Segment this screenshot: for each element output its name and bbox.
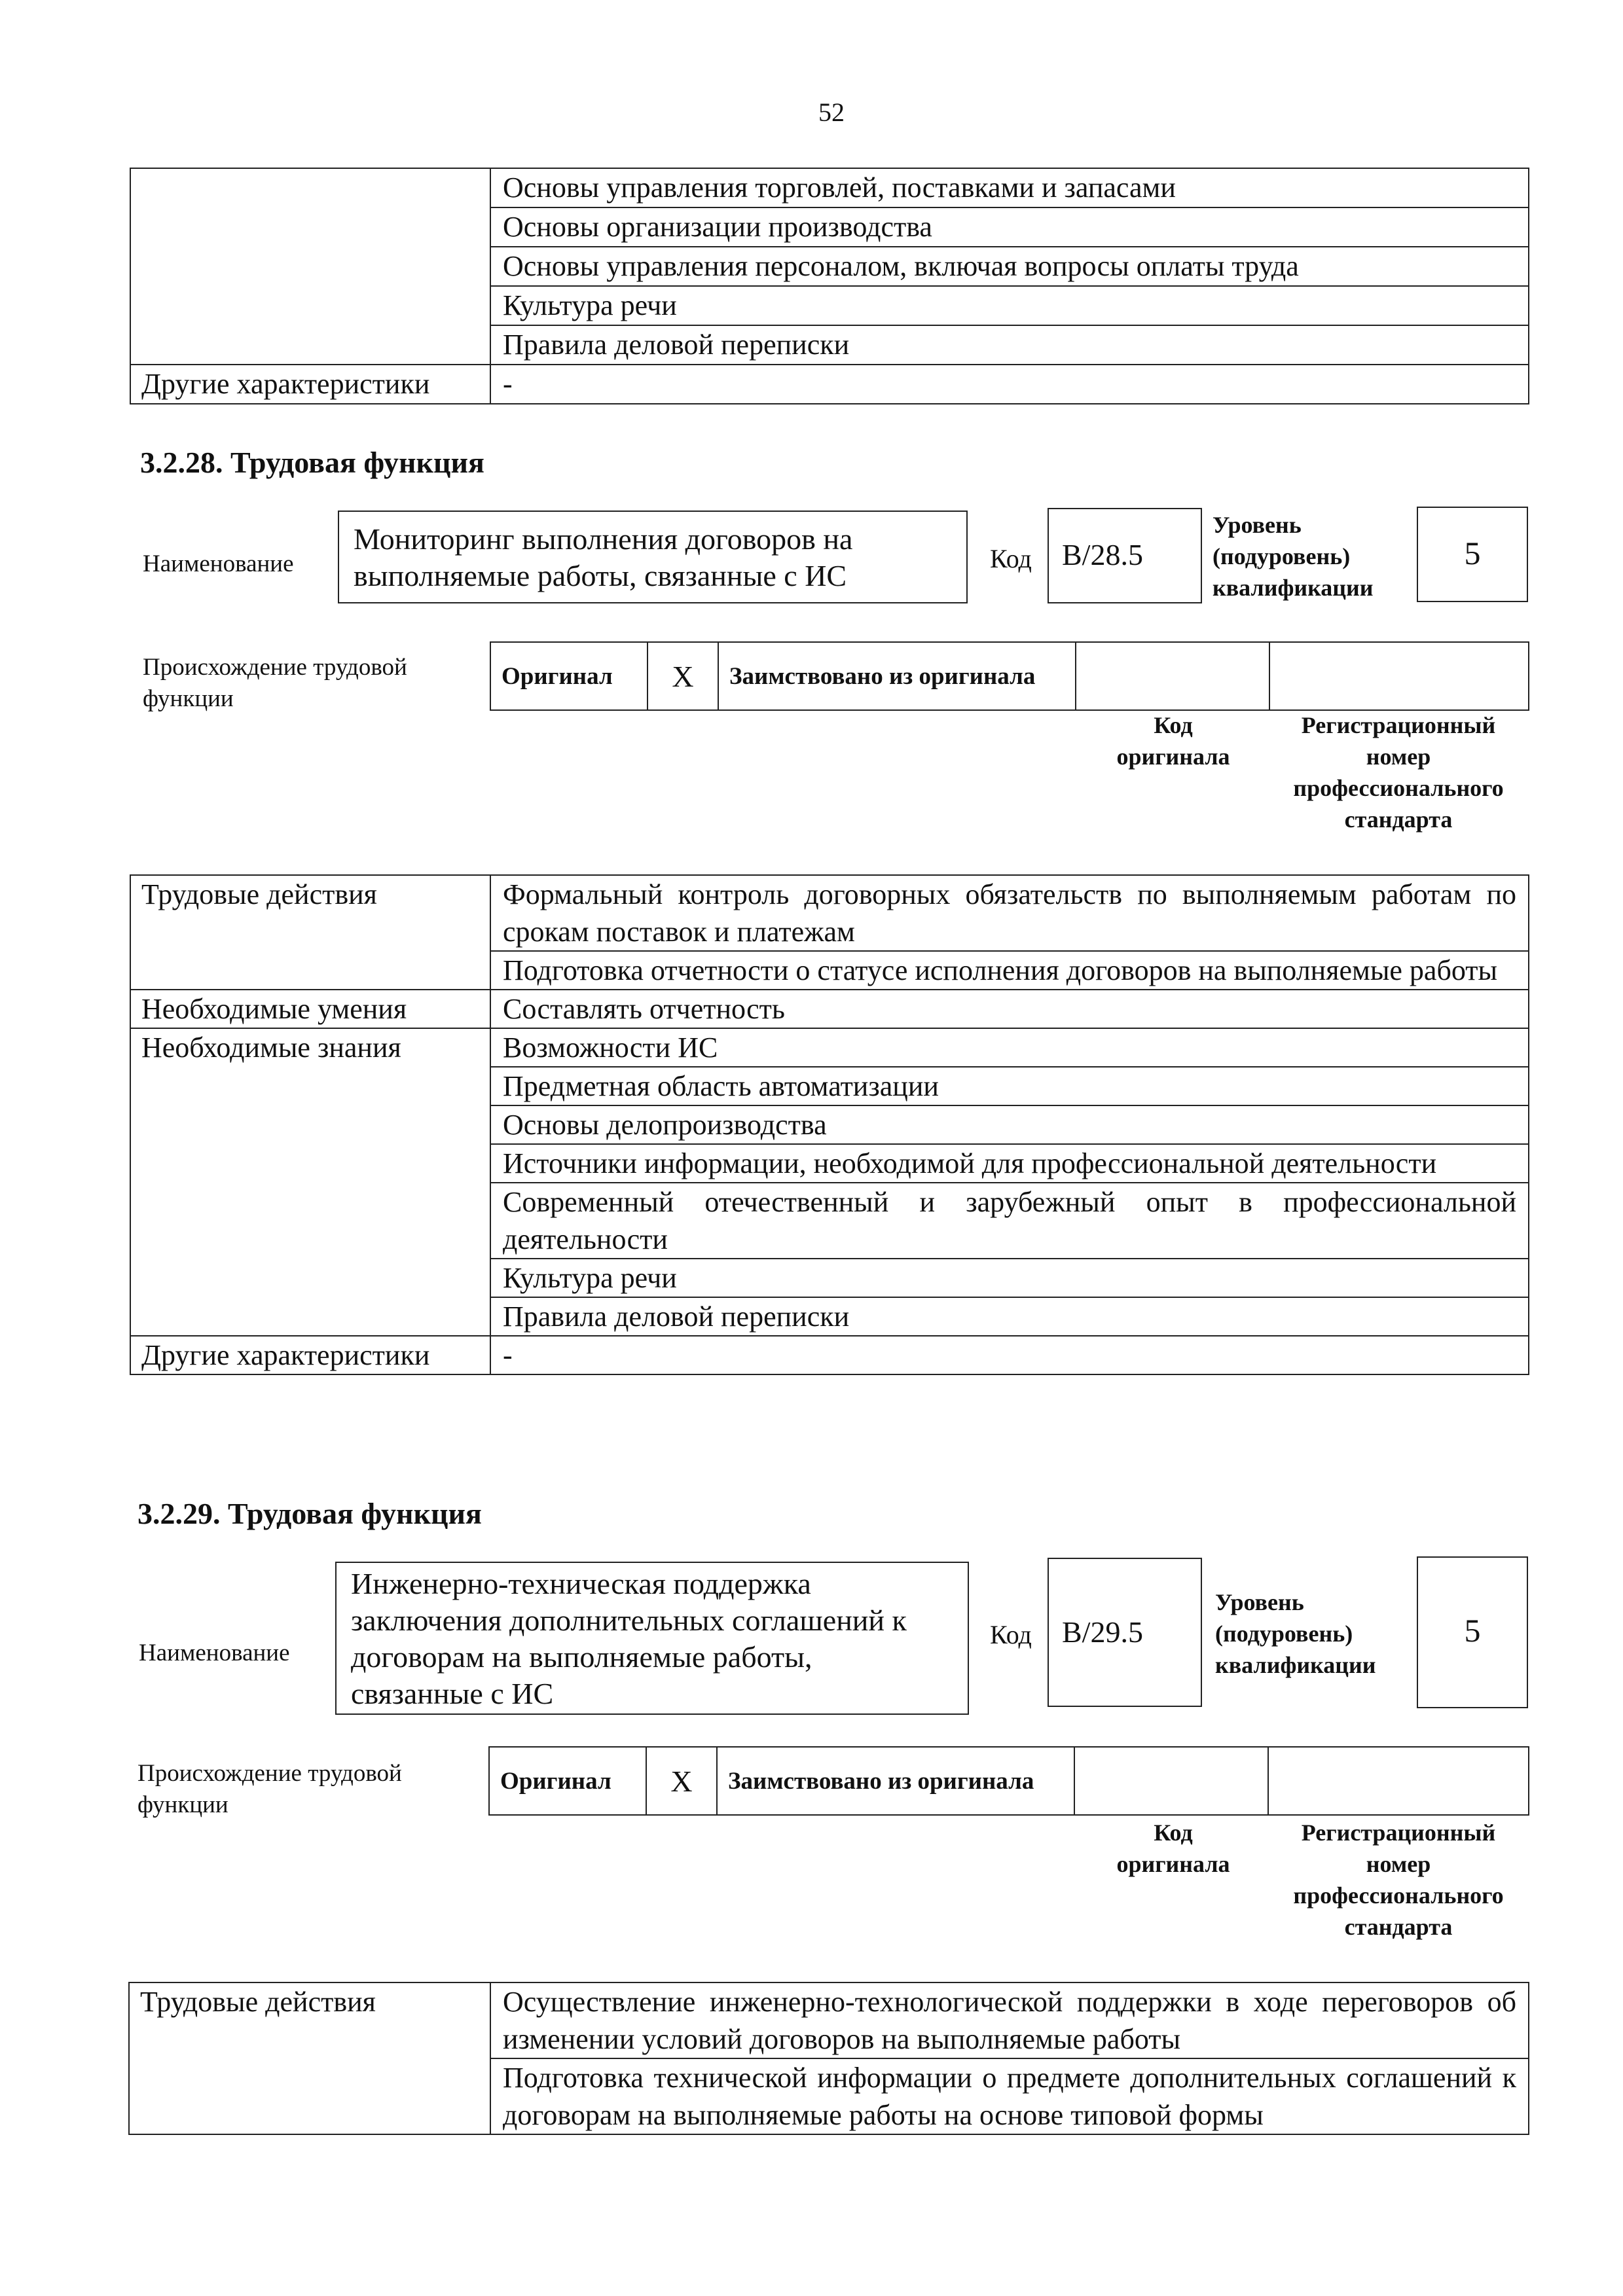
level-label [1215,1587,1376,1681]
origin-table [490,641,1529,711]
row-value: Основы организации производства [490,207,1529,247]
row-value: Основы управления торговлей, поставками и запасами [490,168,1529,207]
code-value: B/28.5 [1062,538,1143,571]
row-value: Формальный контроль договорных обязательств по выполняемым работам по срокам поставок и платежам [490,875,1529,951]
caption-line: Код [1154,712,1193,738]
level-value: 5 [1464,535,1481,571]
table-row [130,168,1529,207]
row-value: Возможности ИС [490,1028,1529,1067]
reg-number-cell [1268,1747,1529,1815]
top-table [130,168,1529,404]
name-line: заключения дополнительных соглашений к [351,1604,907,1637]
row-label: Необходимые знания [130,1028,490,1336]
function-table [128,1982,1529,2135]
origin-label-line: Происхождение трудовой [143,654,407,681]
caption-line: Регистрационный [1301,1820,1496,1846]
name-value [351,1566,907,1712]
origin-mark: X [646,1747,717,1815]
table-row [130,875,1529,951]
row-label: Другие характеристики [130,1336,490,1374]
reg-number-label [1269,709,1528,835]
row-value: Подготовка отчетности о статусе исполнения договоров на выполняемые работы [490,951,1529,990]
row-value: Правила деловой переписки [490,1297,1529,1336]
row-label [130,168,490,365]
caption-line: профессионального [1293,775,1504,801]
caption-line: стандарта [1344,806,1453,833]
reg-number-label [1269,1817,1528,1943]
name-line: Мониторинг выполнения договоров на [354,522,853,556]
level-label-line: квалификации [1215,1652,1376,1678]
level-label-line: (подуровень) [1215,1621,1353,1647]
level-label-line: Уровень [1215,1589,1304,1615]
origin-label [143,652,407,715]
row-value: Источники информации, необходимой для профессиональной деятельности [490,1144,1529,1183]
row-label: Необходимые умения [130,990,490,1028]
caption-line: оригинала [1116,1851,1230,1877]
origin-mark: X [647,642,718,710]
level-label-line: квалификации [1213,575,1374,601]
row-value: - [490,1336,1529,1374]
row-value: Культура речи [490,286,1529,325]
table-row [130,365,1529,404]
row-value: Культура речи [490,1259,1529,1297]
caption-line: оригинала [1116,744,1230,770]
row-value: Современный отечественный и зарубежный опыт в профессиональной деятельности [490,1183,1529,1259]
caption-line: Регистрационный [1301,712,1496,738]
name-line: выполняемые работы, связанные с ИС [354,559,847,592]
origin-original: Оригинал [490,642,647,710]
origin-table [488,1746,1529,1816]
row-label: Трудовые действия [130,875,490,990]
origin-borrowed: Заимствовано из оригинала [717,1747,1074,1815]
row-value: Правила деловой переписки [490,325,1529,365]
code-label: Код [990,544,1032,573]
original-code-cell [1076,642,1269,710]
origin-label-line: функции [143,685,234,712]
row-value: Составлять отчетность [490,990,1529,1028]
reg-number-cell [1269,642,1529,710]
section-title: 3.2.28. Трудовая функция [140,446,484,479]
code-original-label [1076,709,1270,772]
table-row [130,990,1529,1028]
caption-line: стандарта [1344,1914,1453,1940]
name-label: Наименование [143,550,294,577]
level-label-line: (подуровень) [1213,543,1351,569]
origin-label [137,1758,402,1821]
row-value: Подготовка технической информации о предмете дополнительных соглашений к договорам на выполняемые работы на основе типовой формы [490,2058,1529,2134]
row-value: Основы управления персоналом, включая вопросы оплаты труда [490,247,1529,286]
caption-line: номер [1366,744,1431,770]
level-label-line: Уровень [1213,512,1302,538]
level-value: 5 [1464,1612,1481,1649]
code-label: Код [990,1620,1032,1649]
origin-label-line: функции [137,1791,228,1818]
row-value: Осуществление инженерно-технологической поддержки в ходе переговоров об изменении условий договоров на выполняемые работы [490,1982,1529,2058]
table-row [130,1028,1529,1067]
caption-line: номер [1366,1851,1431,1877]
origin-original: Оригинал [489,1747,646,1815]
code-value: B/29.5 [1062,1615,1143,1649]
caption-line: профессионального [1293,1882,1504,1909]
origin-borrowed: Заимствовано из оригинала [718,642,1076,710]
original-code-cell [1074,1747,1268,1815]
origin-label-line: Происхождение трудовой [137,1760,402,1787]
name-line: связанные с ИС [351,1677,554,1710]
name-line: договорам на выполняемые работы, [351,1640,812,1674]
caption-line: Код [1154,1820,1193,1846]
level-label [1213,509,1374,603]
row-value: Предметная область автоматизации [490,1067,1529,1105]
name-line: Инженерно-техническая поддержка [351,1567,811,1600]
function-table [130,874,1529,1375]
name-value [354,521,852,594]
table-row [129,1982,1529,2058]
page-number: 52 [818,98,845,127]
section-title: 3.2.29. Трудовая функция [137,1497,482,1530]
row-value: Основы делопроизводства [490,1105,1529,1144]
row-label: Другие характеристики [130,365,490,404]
row-value: - [490,365,1529,404]
row-label: Трудовые действия [129,1982,490,2134]
code-original-label [1076,1817,1270,1880]
name-label: Наименование [139,1640,290,1666]
table-row [130,1336,1529,1374]
